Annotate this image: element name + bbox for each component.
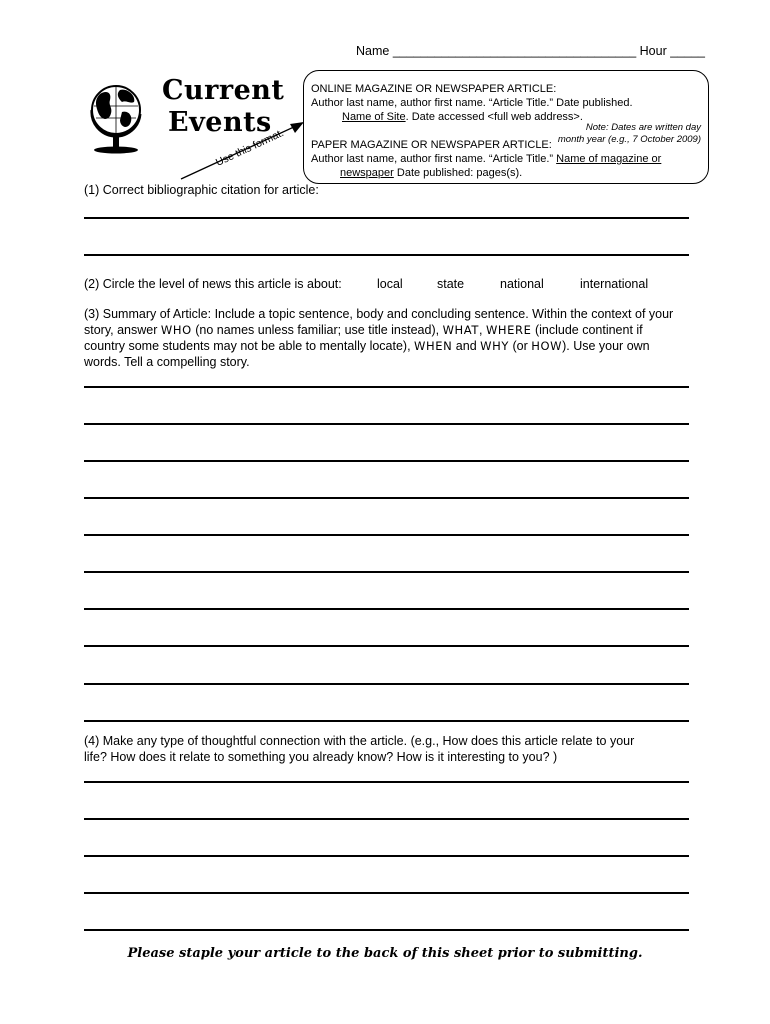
globe-icon <box>80 76 152 154</box>
keyword-who: WHO <box>160 323 192 337</box>
summary-answer-line[interactable] <box>84 423 689 425</box>
keyword-how: HOW <box>531 339 563 353</box>
citation-answer-line[interactable] <box>84 254 689 256</box>
connection-answer-line[interactable] <box>84 781 689 783</box>
summary-answer-line[interactable] <box>84 608 689 610</box>
paper-line1 <box>311 152 661 166</box>
paper-prefix: Author last name, author first name. “Article Title.” <box>311 153 557 165</box>
section2-prompt: (2) Circle the level of news this article is about: <box>84 277 342 291</box>
format-hint: Use this format. <box>214 126 286 169</box>
text-fragment: country some students may not be able to mentally locate), <box>84 339 415 353</box>
accessed-text: . Date accessed <full web address>. <box>405 111 583 123</box>
paper-heading: PAPER MAGAZINE OR NEWSPAPER ARTICLE: <box>311 139 552 151</box>
section3-prompt <box>84 306 694 370</box>
paper-rest: Date published: pages(s). <box>393 167 523 179</box>
summary-answer-line[interactable] <box>84 386 689 388</box>
keyword-what: WHAT <box>442 323 479 337</box>
summary-answer-line[interactable] <box>84 645 689 647</box>
staple-instruction: Please staple your article to the back of this sheet prior to submitting. <box>127 946 643 961</box>
section3-line4: words. Tell a compelling story. <box>84 355 250 369</box>
text-fragment: (or <box>508 339 532 353</box>
text-fragment: (include continent if <box>531 323 643 337</box>
online-line2 <box>342 110 583 124</box>
section3-line2 <box>84 322 694 338</box>
section4-line1: (4) Make any type of thoughtful connection with the article. (e.g., How does this article relate to your <box>84 734 635 748</box>
connection-answer-line[interactable] <box>84 929 689 931</box>
connection-answer-line[interactable] <box>84 855 689 857</box>
summary-answer-line[interactable] <box>84 683 689 685</box>
section4-line2: life? How does it relate to something you already know? How is it interesting to you? ) <box>84 750 558 764</box>
option-international[interactable]: international <box>580 277 649 291</box>
text-fragment: ). Use your own <box>562 339 650 353</box>
summary-answer-line[interactable] <box>84 571 689 573</box>
online-line1: Author last name, author first name. “Article Title.” Date published. <box>311 97 633 109</box>
summary-answer-line[interactable] <box>84 497 689 499</box>
text-fragment: (no names unless familiar; use title instead), <box>191 323 443 337</box>
summary-answer-line[interactable] <box>84 534 689 536</box>
paper-line2 <box>340 166 522 180</box>
hour-line[interactable]: _____ <box>670 44 705 58</box>
summary-answer-line[interactable] <box>84 720 689 722</box>
option-local[interactable]: local <box>377 277 403 291</box>
header-name-row <box>356 43 705 59</box>
title-events: Events <box>168 107 272 138</box>
text-fragment: , <box>478 323 486 337</box>
summary-answer-line[interactable] <box>84 460 689 462</box>
site-name-text: Name of Site <box>342 111 406 123</box>
keyword-why: WHY <box>480 339 509 353</box>
section4-prompt <box>84 733 634 765</box>
section3-line1: (3) Summary of Article: Include a topic sentence, body and concluding sentence. Within the context of your <box>84 307 674 321</box>
date-note-line2: month year (e.g., 7 October 2009) <box>557 134 701 145</box>
online-heading: ONLINE MAGAZINE OR NEWSPAPER ARTICLE: <box>311 83 557 95</box>
magazine-name-a: Name of magazine or <box>556 153 662 165</box>
option-state[interactable]: state <box>437 277 465 291</box>
title-current: Current <box>162 75 285 106</box>
date-note-line1: Note: Dates are written day <box>585 122 701 133</box>
citation-answer-line[interactable] <box>84 217 689 219</box>
section1-prompt: (1) Correct bibliographic citation for article: <box>84 183 319 197</box>
magazine-name-b: newspaper <box>340 167 394 179</box>
hour-label: Hour <box>639 44 667 58</box>
name-label: Name <box>356 44 390 58</box>
text-fragment: story, answer <box>84 323 161 337</box>
connection-answer-line[interactable] <box>84 892 689 894</box>
keyword-when: WHEN <box>414 339 453 353</box>
name-line[interactable]: ___________________________________ <box>392 44 637 58</box>
connection-answer-line[interactable] <box>84 818 689 820</box>
text-fragment: and <box>452 339 481 353</box>
keyword-where: WHERE <box>485 323 532 337</box>
option-national[interactable]: national <box>500 277 544 291</box>
section3-line3 <box>84 338 694 354</box>
